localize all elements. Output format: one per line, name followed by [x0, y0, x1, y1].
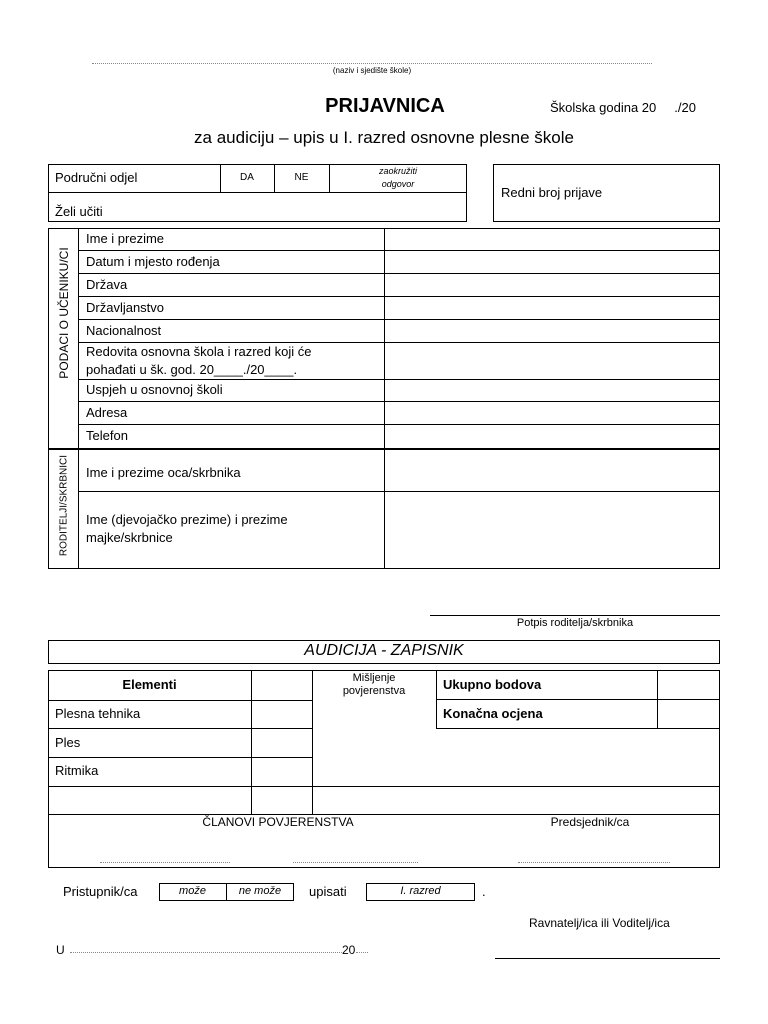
- registration-number-label: Redni broj prijave: [501, 185, 603, 200]
- chair-signature[interactable]: [518, 858, 670, 863]
- birth-date-place-label: Datum i mjesto rođenja: [86, 254, 220, 269]
- sentence-period: .: [482, 884, 486, 899]
- row-line: [78, 319, 720, 320]
- section-divider: [48, 448, 720, 450]
- element-rhythm: Ritmika: [55, 763, 99, 778]
- school-success-label: Uspjeh u osnovnoj školi: [86, 382, 223, 397]
- audition-v1: [251, 670, 252, 815]
- form-title: PRIJAVNICA: [325, 95, 445, 117]
- row-line: [78, 401, 720, 402]
- address-label: Adresa: [86, 405, 128, 420]
- circle-note-line1: zaokružiti: [378, 166, 417, 176]
- department-row-divider: [48, 192, 467, 193]
- yes-option[interactable]: DA: [240, 172, 254, 183]
- school-year: Školska godina 20 ./20: [550, 100, 696, 115]
- father-name-label: Ime i prezime oca/skrbnika: [86, 465, 241, 480]
- mother-name-label-line1: Ime (djevojačko prezime) i prezime: [86, 512, 288, 527]
- candidate-label: Pristupnik/ca: [63, 884, 138, 899]
- form-subtitle: za audiciju – upis u I. razred osnovne plesne škole: [194, 128, 574, 147]
- student-data-side-label: PODACI O UČENIKU/CI: [57, 247, 71, 379]
- principal-signature-line[interactable]: [495, 954, 720, 959]
- audition-h2: [48, 728, 312, 729]
- can-option[interactable]: može: [179, 885, 206, 897]
- wants-to-learn-label: Želi učiti: [55, 204, 103, 219]
- row-line: [78, 296, 720, 297]
- audition-title: AUDICIJA - ZAPISNIK: [304, 642, 464, 659]
- school-name-caption: (naziv i sjedište škole): [332, 66, 412, 75]
- cannot-option[interactable]: ne može: [238, 885, 282, 897]
- nationality-label: Nacionalnost: [86, 323, 162, 338]
- score-h: [436, 699, 720, 700]
- place-prefix: U: [56, 943, 65, 957]
- department-label: Područni odjel: [55, 170, 138, 185]
- value-column-divider: [384, 228, 385, 569]
- total-points-label: Ukupno bodova: [443, 677, 542, 692]
- phone-label: Telefon: [86, 428, 128, 443]
- audition-h3: [48, 757, 312, 758]
- committee-opinion-line1: Mišljenje: [352, 672, 396, 684]
- parent-signature-line[interactable]: [430, 610, 720, 616]
- row-line: [78, 424, 720, 425]
- no-option[interactable]: NE: [294, 172, 309, 183]
- grade-value: I. razred: [400, 885, 441, 897]
- year-suffix: 20: [342, 943, 356, 957]
- year-line[interactable]: [356, 948, 368, 953]
- side-column-divider: [78, 228, 79, 569]
- row-line: [78, 342, 720, 343]
- regular-school-label-line2: pohađati u šk. god. 20____./20____.: [86, 362, 298, 377]
- country-label: Država: [86, 277, 128, 292]
- element-dance: Ples: [55, 735, 81, 750]
- student-name-label: Ime i prezime: [86, 231, 165, 246]
- row-line: [78, 491, 720, 492]
- enroll-label: upisati: [309, 884, 347, 899]
- audition-h4: [48, 786, 720, 787]
- row-line: [78, 273, 720, 274]
- citizenship-label: Državljanstvo: [86, 300, 165, 315]
- school-name-line[interactable]: [92, 56, 652, 64]
- parents-side-label: RODITELJI/SKRBNICI: [58, 454, 70, 557]
- row-line: [78, 379, 720, 380]
- place-date-line[interactable]: [70, 948, 342, 953]
- element-dance-technique: Plesna tehnika: [55, 706, 141, 721]
- score-v: [657, 670, 658, 729]
- principal-label: Ravnatelj/ica ili Voditelj/ica: [529, 916, 670, 930]
- regular-school-label: Redovita osnovna škola i razred koji će: [86, 344, 312, 359]
- circle-note-line2: odgovor: [381, 179, 415, 189]
- committee-signature-2[interactable]: [293, 858, 418, 863]
- committee-signature-1[interactable]: [100, 858, 230, 863]
- chair-label: Predsjednik/ca: [550, 815, 630, 829]
- committee-opinion-line2: povjerenstva: [342, 685, 406, 697]
- final-grade-label: Konačna ocjena: [443, 706, 543, 721]
- mother-name-label-line2: majke/skrbnice: [86, 530, 173, 545]
- row-line: [78, 250, 720, 251]
- committee-members-label: ČLANOVI POVJERENSTVA: [202, 815, 354, 829]
- parent-signature-label: Potpis roditelja/skrbnika: [516, 617, 634, 629]
- audition-h1: [48, 700, 312, 701]
- elements-header: Elementi: [122, 677, 177, 692]
